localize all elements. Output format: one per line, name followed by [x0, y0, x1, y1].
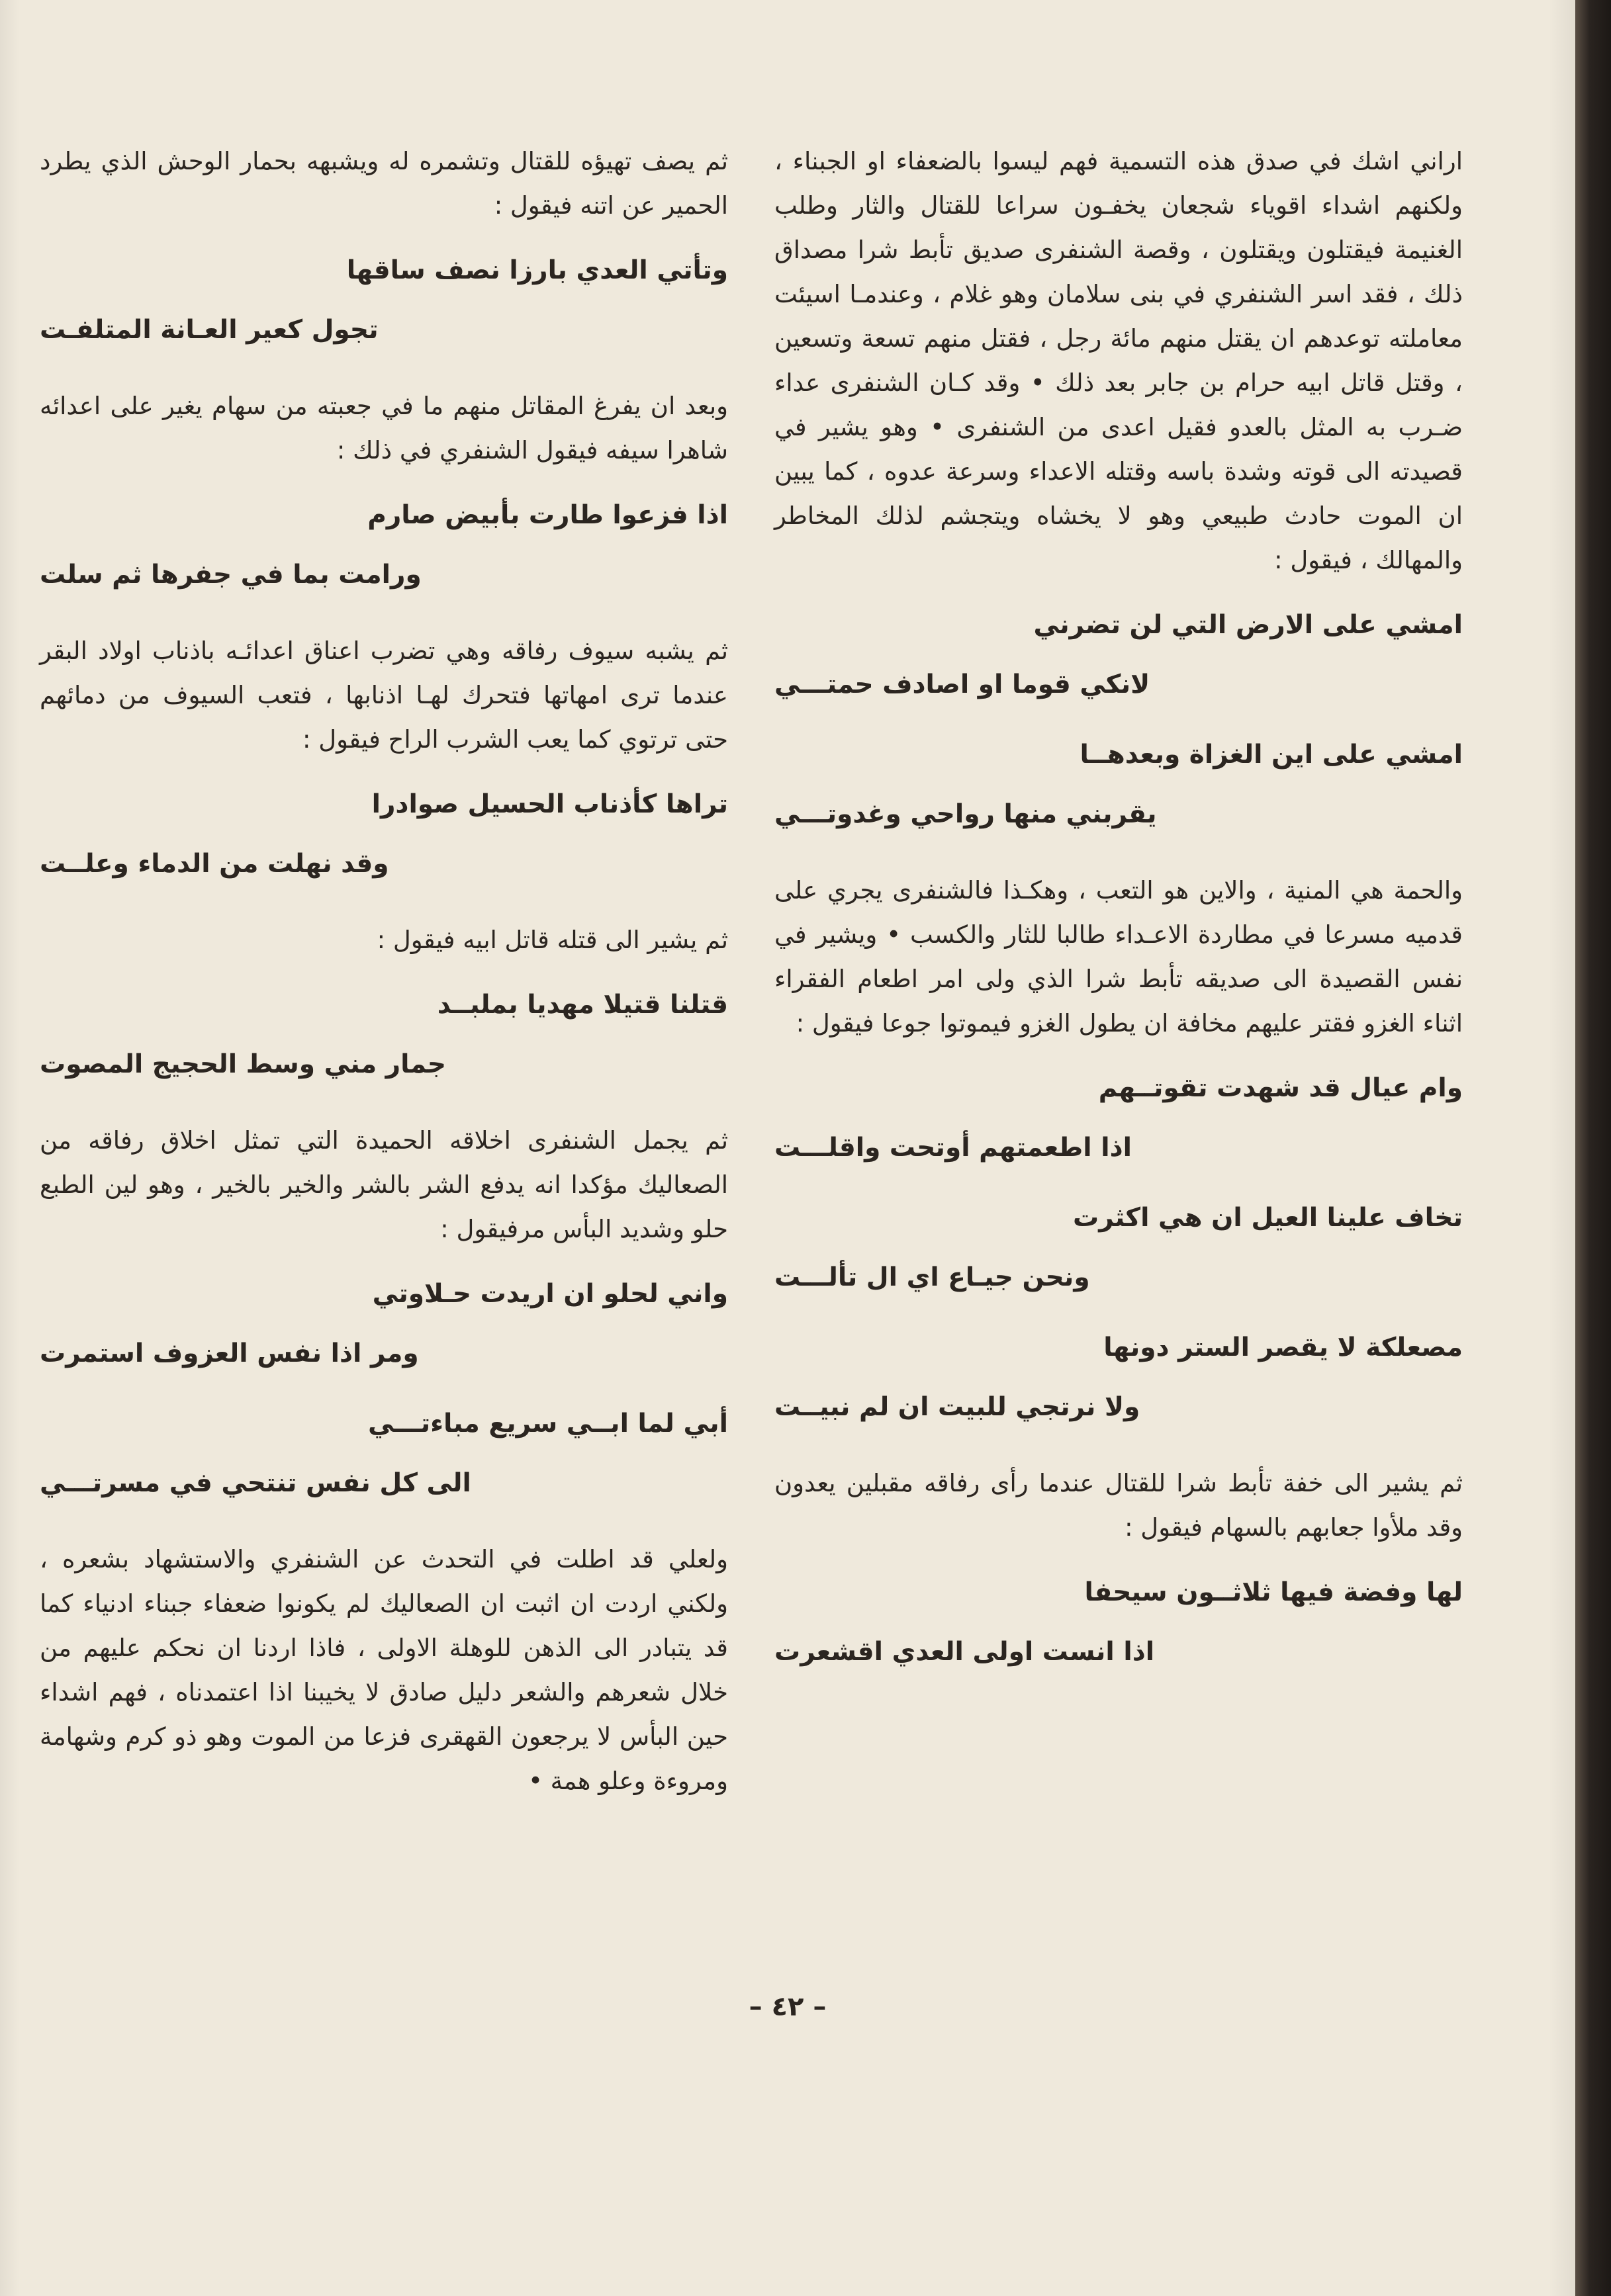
- verse-line: ولا نرتجي للبيت ان لم نبيــت: [774, 1392, 1140, 1422]
- verse-line: ومر اذا نفس العزوف استمرت: [40, 1339, 419, 1368]
- paragraph: اراني اشك في صدق هذه التسمية فهم ليسوا بالضعفاء او الجبناء ، ولكنهم اشداء اقوياء شجعان يخفـون سراعا للقتال والثار وطلب الغنيمة فيقتلون ويقتلون ، وقصة الشنفرى صديق تأبط شرا مصداق ذلك ، فقد اسر الشنفري في بنى سلامان وهو غلام ، وعندمـا اسيئت معاملته توعدهم ان يقتل منهم مائة رجل ، فقتل منهم تسعة وتسعين ، وقتل قاتل ابيه حرام بن جابر بعد ذلك • وقد كـان الشنفرى عداء ضـرب به المثل بالعدو فقيل اعدى من الشنفرى • وهو يشير في قصيدته الى قوته وشدة باسه وقتله الاعداء وسرعة عدوه ، كما يبين ان الموت حادث طبيعي وهو لا يخشاه ويتجشم لذلك المخاطر والمهالك ، فيقول :: [774, 147, 1463, 574]
- binding-edge: [1575, 0, 1611, 2296]
- left-column: [40, 139, 728, 1830]
- verse-line: وقد نهلت من الدماء وعلــت: [40, 849, 389, 879]
- verse-line: قتلنا قتيلا مهديا بملبــد: [437, 990, 728, 1020]
- paragraph: ولعلي قد اطلت في التحدث عن الشنفري والاستشهاد بشعره ، ولكني اردت ان اثبت ان الصعاليك لم يكونوا ضعفاء جبناء ادنياء كما قد يتبادر الى الذهن للوهلة الاولى ، فاذا اردنا ان نحكم عليهم من خلال شعرهم والشعر دليل صادق لا يخيبنا اذا اعتمدناه ، فهم اشداء حين البأس لا يرجعون القهقرى فزعا من الموت وهو ذو كرم وشهامة ومروءة وعلو همة •: [40, 1545, 728, 1795]
- verse-line: ونحن جيـاع اي ال تألـــت: [774, 1262, 1090, 1292]
- verse-line: وام عيال قد شهدت تقوتــهم: [1098, 1073, 1463, 1103]
- paragraph: ثم يشير الى خفة تأبط شرا للقتال عندما رأى رفاقه مقبلين يعدون وقد ملأوا جعابهم بالسهام فيقول :: [774, 1469, 1463, 1542]
- paragraph: ثم يصف تهيؤه للقتال وتشمره له ويشبهه بحمار الوحش الذي يطرد الحمير عن اتنه فيقول :: [40, 147, 728, 220]
- verse-line: أبي لما ابــي سريع مباءتـــي: [368, 1409, 728, 1438]
- right-column: [774, 139, 1463, 1706]
- verse-line: اذا انست اولى العدي اقشعرت: [774, 1637, 1155, 1667]
- verse-line: تجول كعير العـانة المتلفـت: [40, 315, 379, 345]
- verse-line: وتأتي العدي بارزا نصف ساقها: [346, 255, 728, 285]
- verse-line: مصعلكة لا يقصر الستر دونها: [1103, 1333, 1463, 1362]
- verse-line: لها وفضة فيها ثلاثــون سيحفا: [1084, 1577, 1463, 1607]
- verse-line: تخاف علينا العيل ان هي اكثرت: [1073, 1203, 1463, 1233]
- verse-line: الى كل نفس تنتحي في مسرتـــي: [40, 1468, 471, 1498]
- verse-line: امشي على الارض التي لن تضرني: [1033, 610, 1463, 640]
- paragraph: وبعد ان يفرغ المقاتل منهم ما في جعبته من سهام يغير على اعدائه شاهرا سيفه فيقول الشنفري في ذلك :: [40, 392, 728, 464]
- paragraph: ثم يشير الى قتله قاتل ابيه فيقول :: [377, 926, 728, 954]
- paragraph: والحمة هي المنية ، والاين هو التعب ، وهكـذا فالشنفرى يجري على قدميه مسرعا في مطاردة الاعـداء طالبا للثار والكسب • ويشير في نفس القصيدة الى صديقه تأبط شرا الذي ولى امر اطعام الفقراء اثناء الغزو فقتر عليهم مخافة ان يطول الغزو فيموتوا جوعا فيقول :: [774, 876, 1463, 1038]
- verse-line: ورامت بما في جفرها ثم سلت: [40, 560, 422, 590]
- verse-line: يقربني منها رواحي وغدوتـــي: [774, 799, 1157, 829]
- verse-line: اذا اطعمتهم أوتحت واقلـــت: [774, 1133, 1132, 1163]
- page-number: – ٤٢ –: [749, 1992, 827, 2022]
- verse-line: امشي على اين الغزاة وبعدهــا: [1080, 740, 1463, 770]
- verse-line: اذا فزعوا طارت بأبيض صارم: [367, 500, 728, 530]
- verse-line: لانكي قوما او اصادف حمتـــي: [774, 670, 1150, 699]
- paragraph: ثم يجمل الشنفرى اخلاقه الحميدة التي تمثل اخلاق رفاقه من الصعاليك مؤكدا انه يدفع الشر بالشر والخير بالخير ، وهو لين الطبع حلو وشديد البأس مرفيقول :: [40, 1126, 728, 1243]
- verse-line: واني لحلو ان اريدت حـلاوتي: [372, 1279, 728, 1309]
- verse-line: تراها كأذناب الحسيل صوادرا: [371, 789, 728, 819]
- paragraph: ثم يشبه سيوف رفاقه وهي تضرب اعناق اعدائـه باذناب اولاد البقر عندما ترى امهاتها فتحرك لهـا اذنابها ، فتعب السيوف من دمائهم حتى ترتوي كما يعب الشرب الراح فيقول :: [40, 637, 728, 754]
- verse-line: جمار مني وسط الحجيج المصوت: [40, 1049, 447, 1079]
